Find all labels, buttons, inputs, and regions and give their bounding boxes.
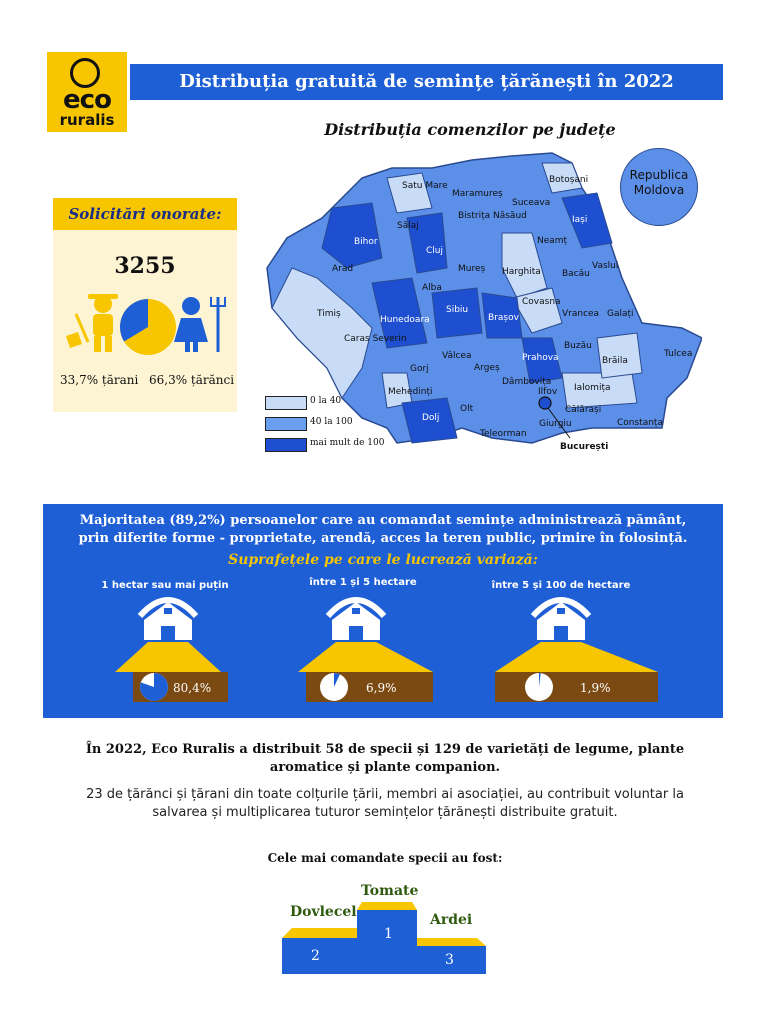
county-label: Arad <box>332 264 354 274</box>
county-label: Bistrița Năsăud <box>458 211 527 221</box>
county-label: Sălaj <box>397 221 419 231</box>
county-label: Sibiu <box>446 305 469 315</box>
logo-text-top: eco <box>63 85 111 115</box>
county-label: Timiș <box>317 309 341 319</box>
farm-label-3: între 5 și 100 de hectare <box>491 580 631 591</box>
county-label: Brașov <box>488 313 519 323</box>
county-label: Iași <box>572 215 588 225</box>
moldova-label: Republica Moldova <box>629 168 689 197</box>
county-label: Ialomița <box>574 383 611 393</box>
sprout-icon <box>70 58 100 88</box>
podium-rank-3: 3 <box>445 952 454 968</box>
county-label: Vâlcea <box>442 351 472 361</box>
county-label: Gorj <box>410 364 429 374</box>
farm-label-2: între 1 și 5 hectare <box>309 577 417 588</box>
county-label: Alba <box>422 283 442 293</box>
land-panel-text <box>43 512 723 548</box>
legend-swatch-mid <box>265 417 307 431</box>
county-label: Tulcea <box>664 349 693 359</box>
women-percentage: 66,3% țărănci <box>149 373 235 387</box>
county-label: Călărași <box>565 405 602 415</box>
farm-label-1: 1 hectar sau mai puțin <box>101 580 229 591</box>
county-label: Suceava <box>512 198 551 208</box>
podium-name-2: Dovlecel <box>290 904 357 920</box>
county-label: Vrancea <box>562 309 600 319</box>
land-panel-line2: prin diferite forme - proprietate, arendă, acces la teren public, primire în folosință. <box>78 531 688 546</box>
eco-ruralis-logo <box>47 52 127 132</box>
farm-3 <box>495 600 658 702</box>
county-label: Bacău <box>562 269 590 279</box>
legend-swatch-low <box>265 396 307 410</box>
county-label: Galați <box>607 309 634 319</box>
requests-count: 3255 <box>114 253 176 279</box>
land-panel-subtitle: Suprafețele pe care le lucrează variază: <box>228 552 538 568</box>
county-label: Vaslui <box>592 261 619 271</box>
gender-figures <box>58 292 232 362</box>
requests-title: Solicitări onorate: <box>53 198 237 230</box>
county-label: Brăila <box>602 356 628 366</box>
county-label: Prahova <box>522 353 559 363</box>
map-title: Distribuția comenzilor pe județe <box>324 120 616 139</box>
farmer-man-icon <box>66 294 118 352</box>
volunteers-text: 23 de țărănci și țărani din toate colțurile țării, membri ai asociației, au contribuit voluntar la salvarea și multiplicarea tuturor semințelor țărănești distribuite gratuit. <box>86 787 684 820</box>
county-label: Harghita <box>502 267 541 277</box>
county-label: Cluj <box>426 246 443 256</box>
page-title: Distribuția gratuită de semințe țărănești în 2022 <box>130 64 723 100</box>
land-panel-line1: Majoritatea (89,2%) persoanelor care au comandat semințe administrează pământ, <box>79 513 687 528</box>
men-percentage: 33,7% țărani <box>60 373 139 387</box>
county-label: Olt <box>460 404 474 414</box>
county-label: Caras Severin <box>344 334 407 344</box>
farm-pct-3: 1,9% <box>580 681 611 695</box>
county-label: Giurgiu <box>539 419 572 429</box>
county-label: Teleorman <box>480 429 527 439</box>
county-label: Ilfov <box>538 387 558 397</box>
legend-label-low: 0 la 40 <box>310 396 342 406</box>
podium-rank-1: 1 <box>384 926 393 942</box>
county-label: Hunedoara <box>380 315 430 325</box>
county-label: Argeș <box>474 363 500 373</box>
legend-label-mid: 40 la 100 <box>310 417 353 427</box>
county-label: Bihor <box>354 237 378 247</box>
county-label: Constanța <box>617 418 663 428</box>
county-label: Botoșani <box>549 175 589 185</box>
county-label: Dâmbovița <box>502 377 552 387</box>
county-label: Neamț <box>537 236 568 246</box>
county-label: Dolj <box>422 413 440 423</box>
county-label: Covasna <box>522 297 561 307</box>
bucuresti-label: București <box>560 442 609 452</box>
podium-name-3: Ardei <box>430 912 473 928</box>
farm-pct-2: 6,9% <box>366 681 397 695</box>
county-label: Mehedinți <box>388 387 433 397</box>
county-label: Mureș <box>458 264 486 274</box>
farmer-woman-icon <box>174 297 225 352</box>
county-label: Satu Mare <box>402 181 448 191</box>
podium-rank-2: 2 <box>311 948 320 964</box>
farm-pct-1: 80,4% <box>173 681 212 695</box>
logo-text-bottom: ruralis <box>59 111 115 129</box>
species-title: Cele mai comandate specii au fost: <box>267 851 503 865</box>
legend-label-high: mai mult de 100 <box>310 438 385 448</box>
species-summary: În 2022, Eco Ruralis a distribuit 58 de specii și 129 de varietăți de legume, plante aromatice și plante companion. <box>85 742 685 775</box>
bucuresti-marker <box>539 397 551 409</box>
podium-name-1: Tomate <box>361 883 419 899</box>
legend-swatch-high <box>265 438 307 452</box>
county-label: Maramureș <box>452 189 503 199</box>
county-label: Buzău <box>564 341 592 351</box>
